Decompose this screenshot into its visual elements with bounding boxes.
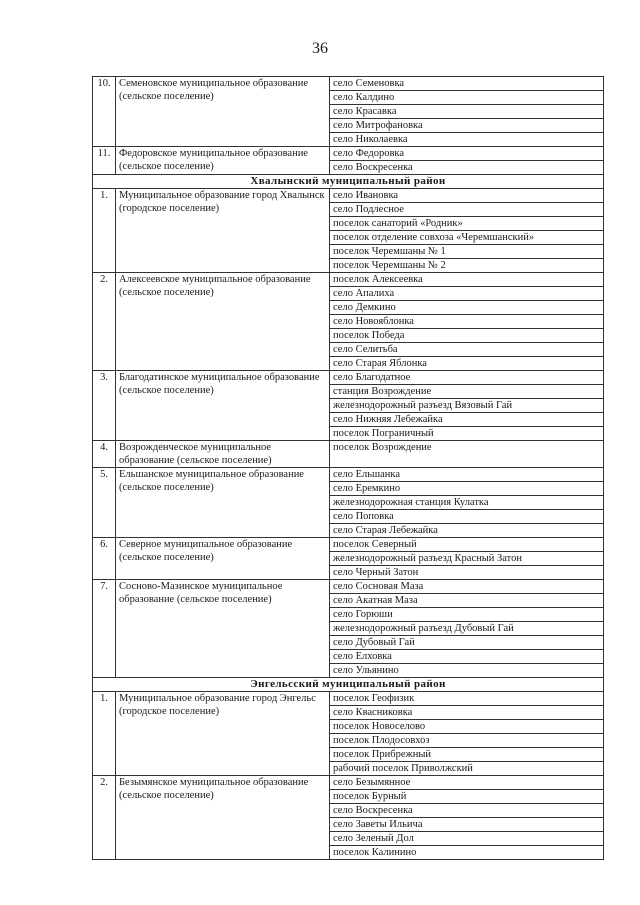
settlement-name: железнодорожная станция Кулатка	[330, 496, 604, 510]
settlement-name: поселок Возрождение	[330, 441, 604, 468]
settlement-row	[93, 189, 604, 203]
settlement-name: село Николаевка	[330, 133, 604, 147]
settlement-name: поселок Калинино	[330, 846, 604, 860]
settlement-name: поселок Северный	[330, 538, 604, 552]
settlement-name: село Акатная Маза	[330, 594, 604, 608]
settlement-name: поселок Плодосовхоз	[330, 734, 604, 748]
municipal-entity-name: Безымянское муниципальное образование (сельское поселение)	[116, 776, 330, 860]
settlement-name: село Елховка	[330, 650, 604, 664]
settlement-name: поселок Победа	[330, 329, 604, 343]
settlement-row	[93, 692, 604, 706]
settlement-name: село Воскресенка	[330, 804, 604, 818]
municipal-entity-name: Муниципальное образование город Хвалынск (городское поселение)	[116, 189, 330, 273]
settlement-name: село Калдино	[330, 91, 604, 105]
settlement-row	[93, 77, 604, 91]
settlement-name: железнодорожный разъезд Дубовый Гай	[330, 622, 604, 636]
settlement-row	[93, 776, 604, 790]
district-title: Хвалынский муниципальный район	[93, 175, 604, 189]
settlement-row	[93, 371, 604, 385]
settlement-row	[93, 468, 604, 482]
entity-number: 2.	[93, 273, 116, 371]
settlement-name: село Квасниковка	[330, 706, 604, 720]
settlement-name: село Старая Лебежайка	[330, 524, 604, 538]
settlement-name: село Благодатное	[330, 371, 604, 385]
settlement-name: село Еремкино	[330, 482, 604, 496]
entity-number: 6.	[93, 538, 116, 580]
entity-number: 4.	[93, 441, 116, 468]
settlement-name: село Дубовый Гай	[330, 636, 604, 650]
settlement-name: поселок Прибрежный	[330, 748, 604, 762]
settlement-row	[93, 441, 604, 468]
settlements-table-body	[93, 77, 604, 860]
settlement-name: село Селитьба	[330, 343, 604, 357]
settlement-name: село Нижняя Лебежайка	[330, 413, 604, 427]
municipal-entity-name: Семеновское муниципальное образование (сельское поселение)	[116, 77, 330, 147]
settlement-name: поселок отделение совхоза «Черемшанский»	[330, 231, 604, 245]
municipal-entity-name: Ельшанское муниципальное образование (сельское поселение)	[116, 468, 330, 538]
settlement-name: рабочий поселок Приволжский	[330, 762, 604, 776]
settlement-name: село Ивановка	[330, 189, 604, 203]
settlement-name: поселок Черемшаны № 1	[330, 245, 604, 259]
district-title: Энгельсский муниципальный район	[93, 678, 604, 692]
entity-number: 10.	[93, 77, 116, 147]
settlement-name: село Красавка	[330, 105, 604, 119]
settlement-name: село Старая Яблонка	[330, 357, 604, 371]
settlement-name: станция Возрождение	[330, 385, 604, 399]
entity-number: 2.	[93, 776, 116, 860]
settlement-name: село Заветы Ильича	[330, 818, 604, 832]
settlement-name: поселок санаторий «Родник»	[330, 217, 604, 231]
settlement-name: село Ельшанка	[330, 468, 604, 482]
settlement-name: село Подлесное	[330, 203, 604, 217]
settlement-name: село Семеновка	[330, 77, 604, 91]
settlement-name: село Федоровка	[330, 147, 604, 161]
entity-number: 7.	[93, 580, 116, 678]
municipal-entity-name: Федоровское муниципальное образование (сельское поселение)	[116, 147, 330, 175]
settlement-name: село Горюши	[330, 608, 604, 622]
settlement-row	[93, 273, 604, 287]
settlement-name: село Митрофановка	[330, 119, 604, 133]
settlement-name: село Апалиха	[330, 287, 604, 301]
settlement-name: поселок Черемшаны № 2	[330, 259, 604, 273]
settlement-row	[93, 147, 604, 161]
municipal-entity-name: Сосново-Мазинское муниципальное образование (сельское поселение)	[116, 580, 330, 678]
settlement-name: поселок Бурный	[330, 790, 604, 804]
settlement-row	[93, 538, 604, 552]
municipal-entity-name: Возрожденческое муниципальное образование (сельское поселение)	[116, 441, 330, 468]
municipal-entity-name: Благодатинское муниципальное образование (сельское поселение)	[116, 371, 330, 441]
settlement-name: село Зеленый Дол	[330, 832, 604, 846]
settlement-name: железнодорожный разъезд Вязовый Гай	[330, 399, 604, 413]
settlement-name: село Безымянное	[330, 776, 604, 790]
settlement-name: поселок Геофизик	[330, 692, 604, 706]
settlement-name: село Ульянино	[330, 664, 604, 678]
entity-number: 1.	[93, 189, 116, 273]
settlement-name: железнодорожный разъезд Красный Затон	[330, 552, 604, 566]
settlement-name: село Воскресенка	[330, 161, 604, 175]
settlement-name: село Поповка	[330, 510, 604, 524]
page-number: 36	[312, 40, 328, 57]
municipal-entity-name: Муниципальное образование город Энгельс (городское поселение)	[116, 692, 330, 776]
settlement-name: село Новояблонка	[330, 315, 604, 329]
settlement-name: село Черный Затон	[330, 566, 604, 580]
municipal-entity-name: Северное муниципальное образование (сельское поселение)	[116, 538, 330, 580]
entity-number: 3.	[93, 371, 116, 441]
entity-number: 1.	[93, 692, 116, 776]
settlement-name: село Сосновая Маза	[330, 580, 604, 594]
entity-number: 11.	[93, 147, 116, 175]
settlement-name: поселок Пограничный	[330, 427, 604, 441]
district-header-row	[93, 678, 604, 692]
district-header-row	[93, 175, 604, 189]
settlement-name: поселок Алексеевка	[330, 273, 604, 287]
settlement-name: поселок Новоселово	[330, 720, 604, 734]
settlements-table	[92, 76, 604, 860]
entity-number: 5.	[93, 468, 116, 538]
settlement-name: село Демкино	[330, 301, 604, 315]
settlement-row	[93, 580, 604, 594]
municipal-entity-name: Алексеевское муниципальное образование (сельское поселение)	[116, 273, 330, 371]
